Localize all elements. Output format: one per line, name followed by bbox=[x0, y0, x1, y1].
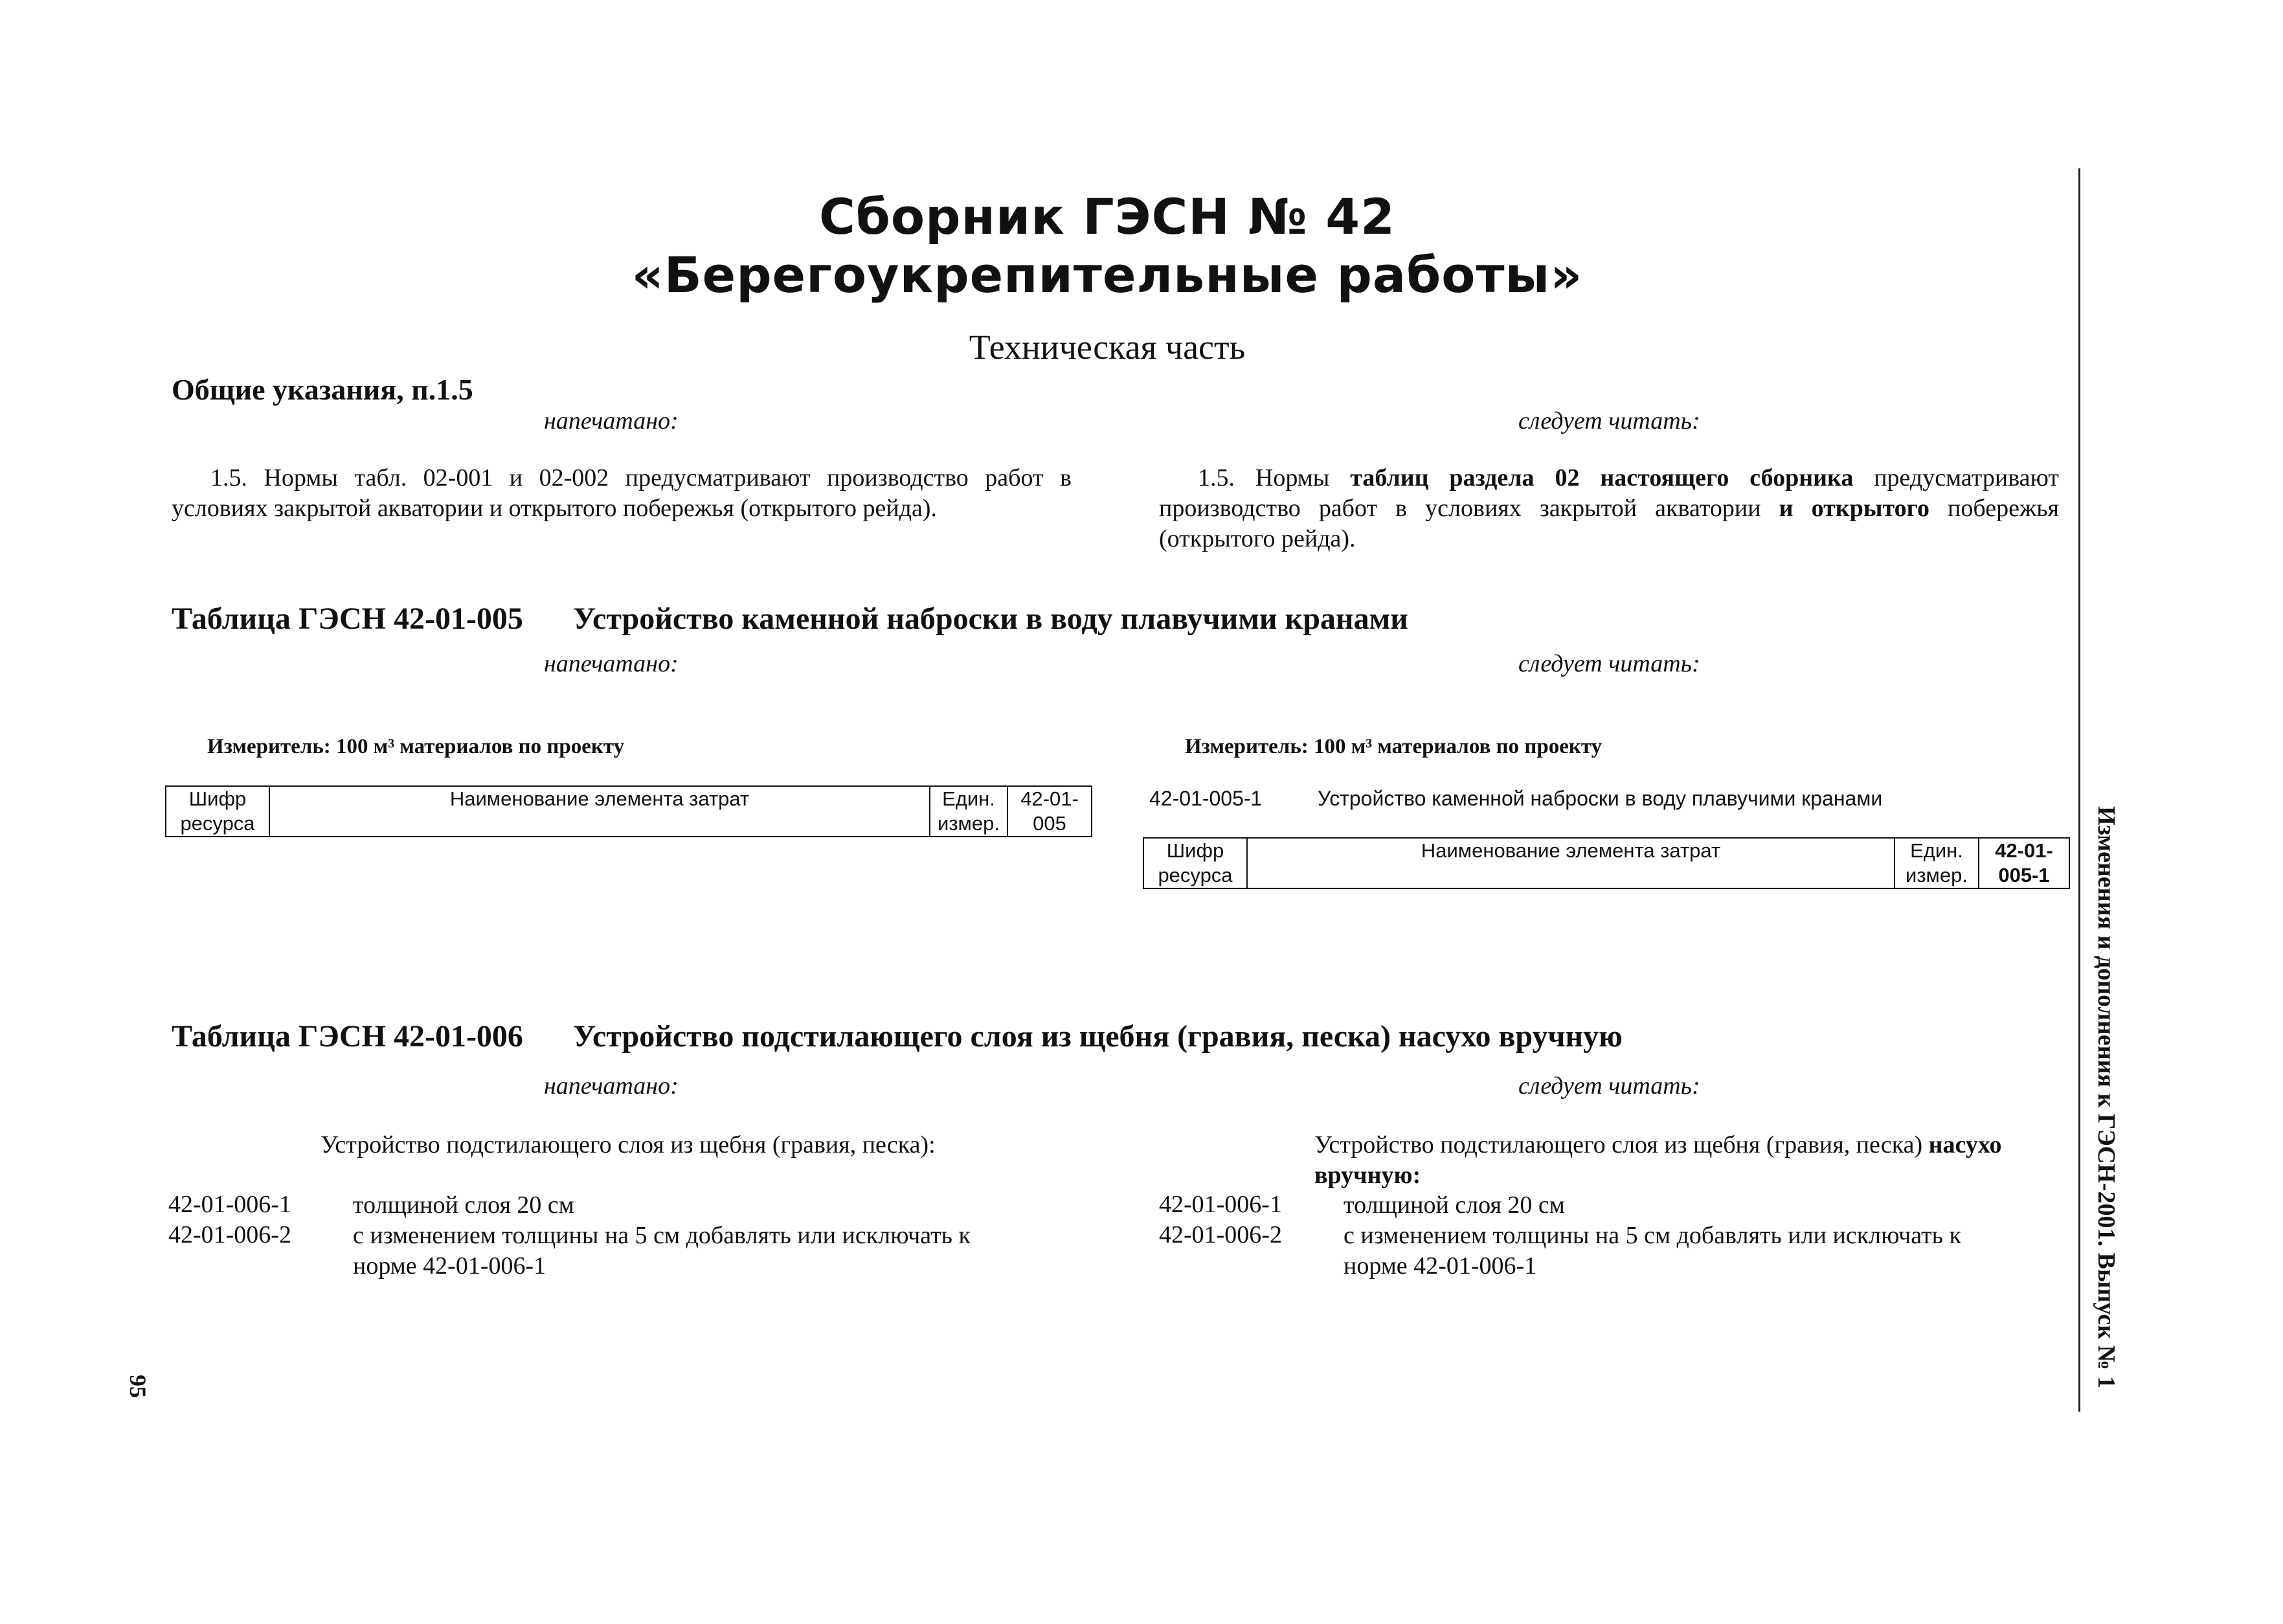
general-instructions-heading: Общие указания, п.1.5 bbox=[172, 373, 473, 406]
resource-header-table-left bbox=[165, 785, 1092, 837]
row-text: с изменением толщины на 5 см добавлять или исключать к норме 42-01-006-1 bbox=[1344, 1222, 1961, 1280]
cipher-header: Шифр ресурса bbox=[166, 786, 269, 837]
margin-rule bbox=[2078, 168, 2080, 1412]
norm-title: Устройство каменной наброски в воду плавучими кранами bbox=[1318, 787, 1883, 810]
table-title-005: Устройство каменной наброски в воду плавучими кранами bbox=[573, 602, 1408, 636]
collection-title: Сборник ГЭСН № 42 bbox=[819, 188, 1395, 245]
norm-code-header: 42-01-005-1 bbox=[1979, 838, 2069, 888]
read-intro bbox=[1314, 1130, 2059, 1191]
read-paragraph-part: таблиц раздела 02 настоящего сборника bbox=[1350, 464, 1854, 491]
row-code: 42-01-006-2 bbox=[168, 1221, 291, 1248]
norm-code-header: 42-01-005 bbox=[1007, 786, 1092, 837]
read-paragraph-part: и bbox=[1779, 495, 1794, 522]
collection-subtitle: «Берегоукрепительные работы» bbox=[631, 246, 1583, 304]
printed-label: напечатано: bbox=[544, 650, 679, 677]
name-header: Наименование элемента затрат bbox=[1247, 838, 1895, 888]
technical-part-heading: Техническая часть bbox=[969, 328, 1246, 367]
name-header: Наименование элемента затрат bbox=[269, 786, 930, 837]
read-paragraph-part: побережья (открытого рейда). bbox=[1159, 495, 2060, 552]
row-code: 42-01-006-1 bbox=[1159, 1191, 1282, 1218]
norm-code: 42-01-005-1 bbox=[1149, 787, 1263, 810]
unit-header: Един. измер. bbox=[1895, 838, 1979, 888]
resource-header-table-right bbox=[1143, 837, 2070, 889]
printed-label: напечатано: bbox=[544, 1072, 679, 1100]
meter-left: Измеритель: 100 м³ материалов по проекту bbox=[207, 735, 625, 758]
unit-header: Един. измер. bbox=[930, 786, 1007, 837]
read-paragraph bbox=[1159, 463, 2059, 554]
read-label: следует читать: bbox=[1518, 407, 1700, 434]
row-code: 42-01-006-1 bbox=[168, 1191, 291, 1218]
read-label: следует читать: bbox=[1518, 1072, 1700, 1100]
row-text: с изменением толщины на 5 см добавлять или исключать к норме 42-01-006-1 bbox=[353, 1222, 971, 1280]
printed-intro: Устройство подстилающего слоя из щебня (гравия, песка): bbox=[321, 1131, 936, 1158]
row-text: толщиной слоя 20 см bbox=[353, 1191, 574, 1219]
cipher-header: Шифр ресурса bbox=[1143, 838, 1247, 888]
table-title-006: Устройство подстилающего слоя из щебня (гравия, песка) насухо вручную bbox=[573, 1019, 1623, 1054]
printed-label: напечатано: bbox=[544, 407, 679, 434]
read-intro-bold: насухо вручную: bbox=[1314, 1131, 2002, 1189]
read-label: следует читать: bbox=[1518, 650, 1700, 677]
read-paragraph-part: предусматривают производство работ в условиях закрытой акватории bbox=[1159, 464, 2060, 522]
side-running-title: Изменения и дополнения к ГЭСН-2001. Выпуск № 1 bbox=[2093, 806, 2120, 1389]
row-code: 42-01-006-2 bbox=[1159, 1221, 1282, 1248]
meter-right: Измеритель: 100 м³ материалов по проекту bbox=[1185, 735, 1603, 758]
row-text: толщиной слоя 20 см bbox=[1344, 1191, 1565, 1219]
page-number: 95 bbox=[125, 1375, 151, 1398]
table-label-005: Таблица ГЭСН 42-01-005 bbox=[172, 602, 523, 636]
printed-paragraph: 1.5. Нормы табл. 02-001 и 02-002 предусматривают производство работ в условиях закрытой акватории и открытого побережья (открытого рейда). bbox=[172, 464, 1072, 522]
table-label-006: Таблица ГЭСН 42-01-006 bbox=[172, 1019, 523, 1054]
read-paragraph-part: открытого bbox=[1811, 495, 1929, 522]
read-paragraph-part: 1.5. Нормы bbox=[1198, 464, 1351, 491]
read-paragraph-part bbox=[1794, 495, 1812, 522]
read-intro-plain: Устройство подстилающего слоя из щебня (гравия, песка) bbox=[1314, 1131, 1929, 1158]
